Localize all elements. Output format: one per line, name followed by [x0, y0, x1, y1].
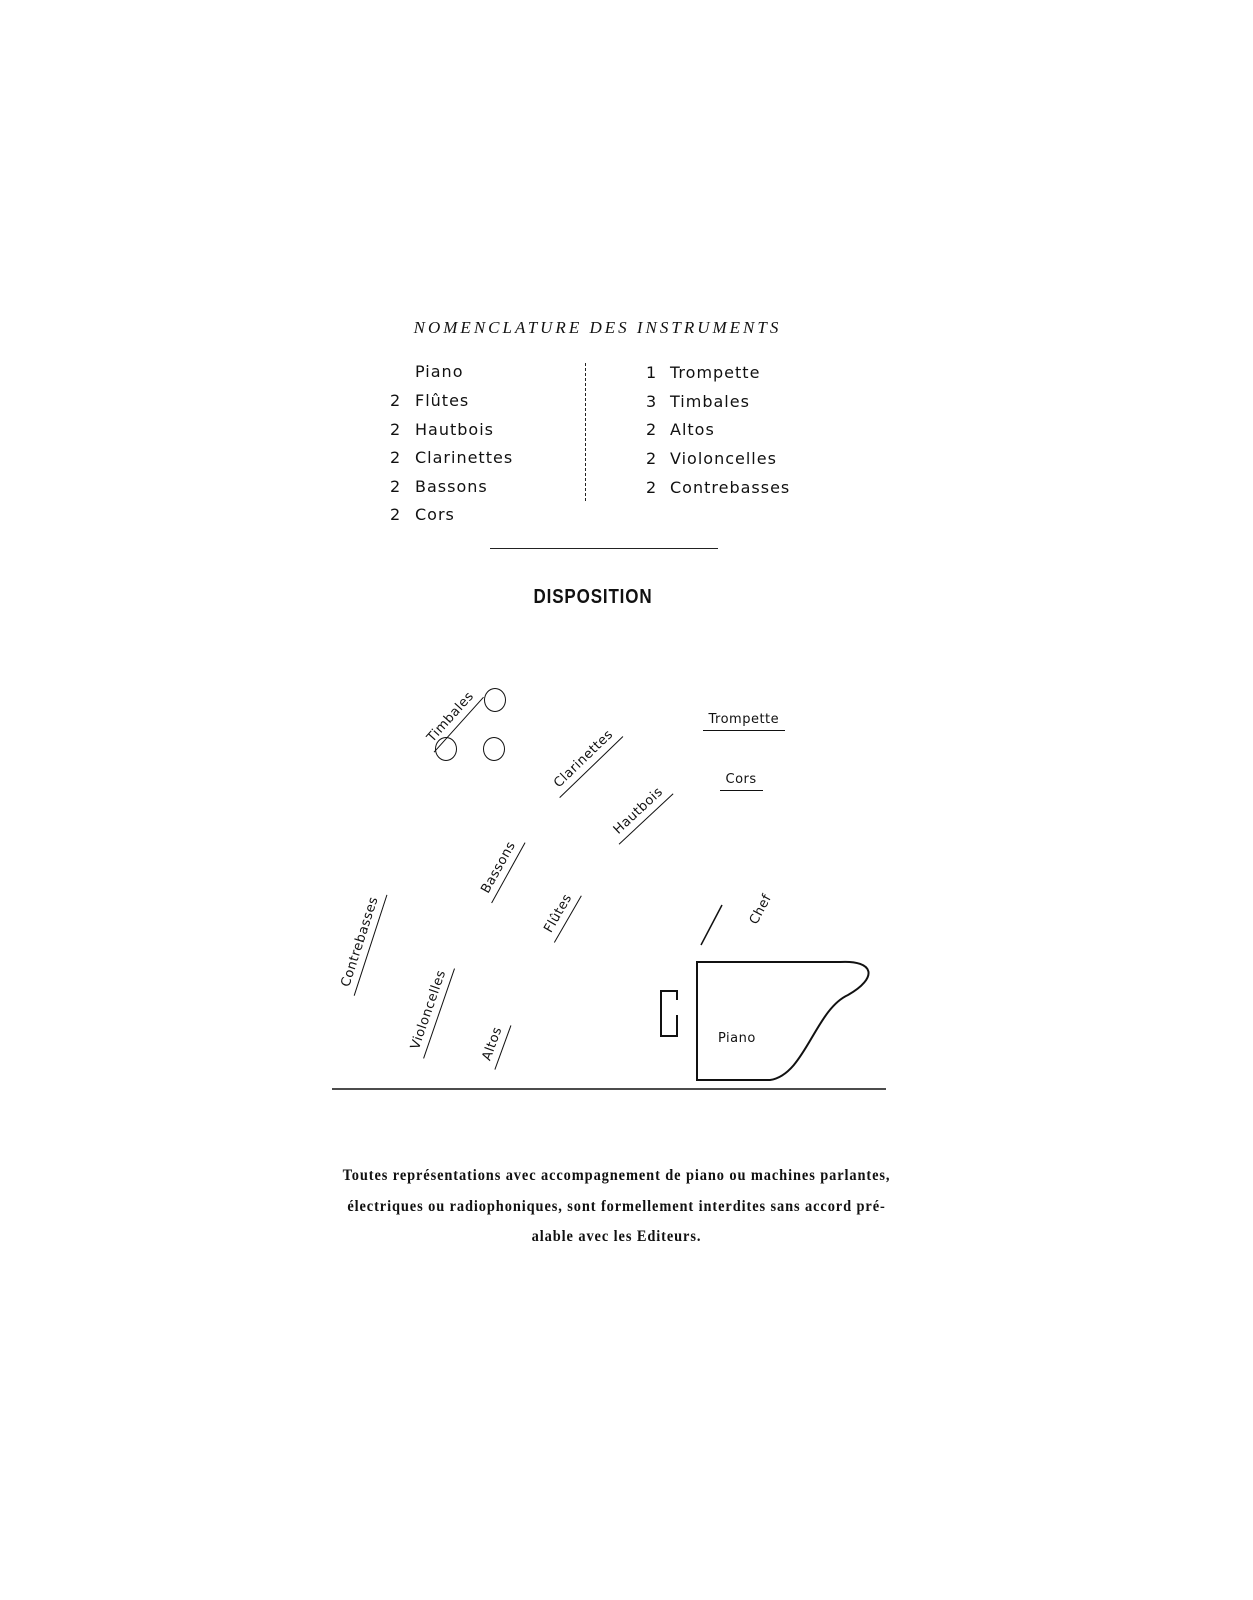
footer-line-2: électriques ou radiophoniques, sont formellement interdites sans accord pré- [347, 1198, 886, 1215]
instrument-count: 1 [646, 363, 657, 382]
piano-bench [661, 991, 677, 1036]
instrument-name: Altos [670, 420, 715, 439]
label-altos: Altos [477, 1019, 511, 1070]
footer-line-3: alable avec les Editeurs. [531, 1228, 702, 1245]
label-cors: Cors [720, 772, 763, 791]
instrument-name: Hautbois [415, 420, 494, 439]
disposition-title: DISPOSITION [533, 586, 653, 608]
label-flutes: Flûtes [538, 886, 582, 942]
label-hautbois: Hautbois [606, 780, 673, 844]
instrument-name: Violoncelles [670, 449, 777, 468]
instrument-name: Cors [415, 505, 455, 524]
label-contrebasses: Contrebasses [337, 889, 388, 996]
instrument-count: 2 [390, 420, 401, 439]
label-timbales: Timbales [420, 684, 484, 752]
instrument-name: Contrebasses [670, 478, 791, 497]
label-chef: Chef [746, 891, 776, 928]
instrument-count: 2 [646, 449, 657, 468]
footer-line-1: Toutes représentations avec accompagnement de piano ou machines parlantes, [342, 1167, 891, 1184]
label-trompette: Trompette [703, 712, 786, 731]
instrument-count: 2 [646, 478, 657, 497]
instrument-count: 2 [390, 391, 401, 410]
instrument-name: Clarinettes [415, 448, 514, 467]
grand-piano-outline [697, 962, 869, 1080]
instrument-count: 2 [390, 505, 401, 524]
label-piano: Piano [718, 1031, 756, 1046]
instrument-count: 2 [646, 420, 657, 439]
label-violoncelles: Violoncelles [406, 962, 455, 1058]
instrument-name: Trompette [670, 363, 761, 382]
instrument-name: Timbales [670, 392, 750, 411]
label-clarinettes: Clarinettes [547, 722, 624, 797]
instrument-name: Piano [415, 362, 464, 381]
instrument-count: 3 [646, 392, 657, 411]
conductor-mark [701, 905, 722, 945]
nomenclature-title: NOMENCLATURE DES INSTRUMENTS [413, 318, 782, 337]
instrument-count: 2 [390, 448, 401, 467]
instrument-name: Bassons [415, 477, 488, 496]
label-bassons: Bassons [475, 833, 525, 902]
instrument-count: 2 [390, 477, 401, 496]
instrument-name: Flûtes [415, 391, 470, 410]
